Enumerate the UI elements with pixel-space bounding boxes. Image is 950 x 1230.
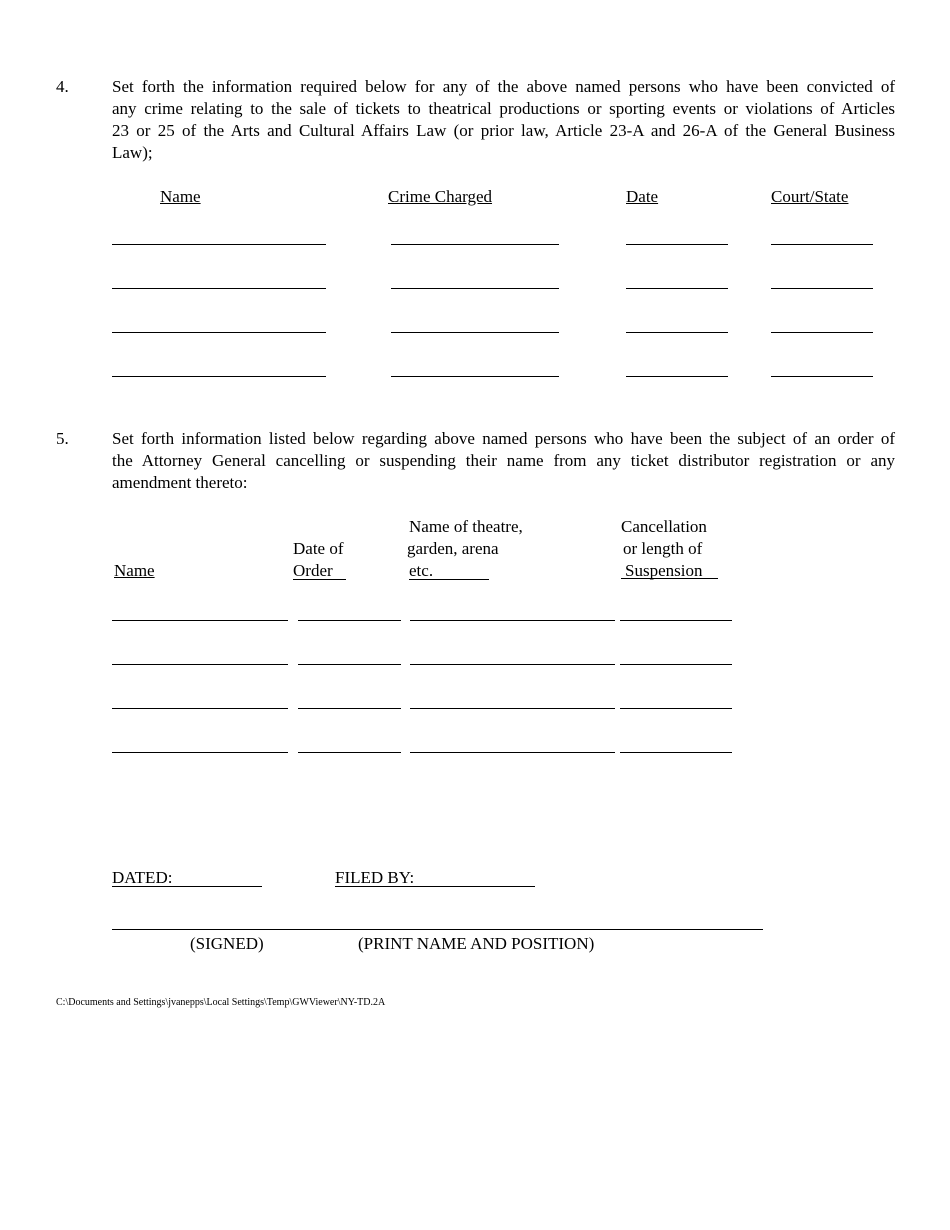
section-5-text (112, 428, 895, 494)
dated-field[interactable] (112, 867, 262, 887)
filed-by-label: FILED BY: (335, 868, 415, 887)
s5-cancel-field-4[interactable] (620, 752, 732, 753)
s5-name-field-3[interactable] (112, 708, 288, 709)
s5-header-venue-3: etc. (409, 560, 489, 580)
s5-name-field-4[interactable] (112, 752, 288, 753)
header-crime-charged: Crime Charged (388, 187, 493, 206)
s5-date-field-4[interactable] (298, 752, 401, 753)
s5-cancel-field-2[interactable] (620, 664, 732, 665)
s4-date-field-3[interactable] (626, 332, 728, 333)
print-name-label: (PRINT NAME AND POSITION) (358, 934, 595, 953)
s4-name-field-4[interactable] (112, 376, 326, 377)
s5-venue-field-4[interactable] (410, 752, 615, 753)
signed-label: (SIGNED) (190, 934, 264, 953)
s5-date-field-2[interactable] (298, 664, 401, 665)
s5-header-venue-2: garden, arena (407, 539, 499, 558)
s5-header-name: Name (114, 561, 155, 580)
signature-line[interactable] (112, 929, 763, 930)
section-5-line-2: the Attorney General cancelling or suspending their name from any ticket distributor registration or any (112, 451, 895, 470)
section-4-text (112, 76, 895, 164)
s4-court-field-3[interactable] (771, 332, 873, 333)
header-name: Name (160, 187, 201, 206)
s4-court-field-4[interactable] (771, 376, 873, 377)
s4-court-field-2[interactable] (771, 288, 873, 289)
s5-name-field-1[interactable] (112, 620, 288, 621)
s5-header-order: Order (293, 560, 346, 580)
s4-crime-field-1[interactable] (391, 244, 559, 245)
s5-header-date-of: Date of (293, 539, 344, 558)
s5-cancel-field-1[interactable] (620, 620, 732, 621)
s5-header-cancel-2: or length of (623, 539, 703, 558)
s5-date-field-3[interactable] (298, 708, 401, 709)
s4-name-field-1[interactable] (112, 244, 326, 245)
section-4-number: 4. (56, 77, 69, 96)
header-date: Date (626, 187, 659, 206)
s4-date-field-4[interactable] (626, 376, 728, 377)
s4-crime-field-2[interactable] (391, 288, 559, 289)
s4-name-field-3[interactable] (112, 332, 326, 333)
s5-venue-field-2[interactable] (410, 664, 615, 665)
s4-crime-field-4[interactable] (391, 376, 559, 377)
footer-file-path: C:\Documents and Settings\jvanepps\Local Settings\Temp\GWViewer\NY-TD.2A (56, 997, 386, 1008)
section-5-number: 5. (56, 429, 69, 448)
s5-header-cancel-1: Cancellation (621, 517, 707, 536)
section-5-line-3: amendment thereto: (112, 473, 248, 492)
s5-header-venue-1: Name of theatre, (409, 517, 523, 536)
dated-label: DATED: (112, 868, 173, 887)
s4-court-field-1[interactable] (771, 244, 873, 245)
s5-venue-field-1[interactable] (410, 620, 615, 621)
s5-header-cancel-3: Suspension (621, 560, 718, 579)
section-5-line-1: Set forth information listed below regarding above named persons who have been the subject of an order of (112, 429, 895, 448)
section-4-line-2: any crime relating to the sale of tickets to theatrical productions or sporting events or violations of Articles (112, 99, 895, 118)
section-4-line-1: Set forth the information required below for any of the above named persons who have been convicted of (112, 77, 895, 96)
s5-name-field-2[interactable] (112, 664, 288, 665)
s5-date-field-1[interactable] (298, 620, 401, 621)
s4-date-field-2[interactable] (626, 288, 728, 289)
section-4-line-3: 23 or 25 of the Arts and Cultural Affairs Law (or prior law, Article 23-A and 26-A of the General Business (112, 121, 895, 140)
s4-crime-field-3[interactable] (391, 332, 559, 333)
filed-by-field[interactable] (335, 867, 535, 887)
s5-venue-field-3[interactable] (410, 708, 615, 709)
s4-name-field-2[interactable] (112, 288, 326, 289)
s4-date-field-1[interactable] (626, 244, 728, 245)
header-court-state: Court/State (771, 187, 849, 206)
s5-cancel-field-3[interactable] (620, 708, 732, 709)
section-4-line-4: Law); (112, 143, 153, 162)
